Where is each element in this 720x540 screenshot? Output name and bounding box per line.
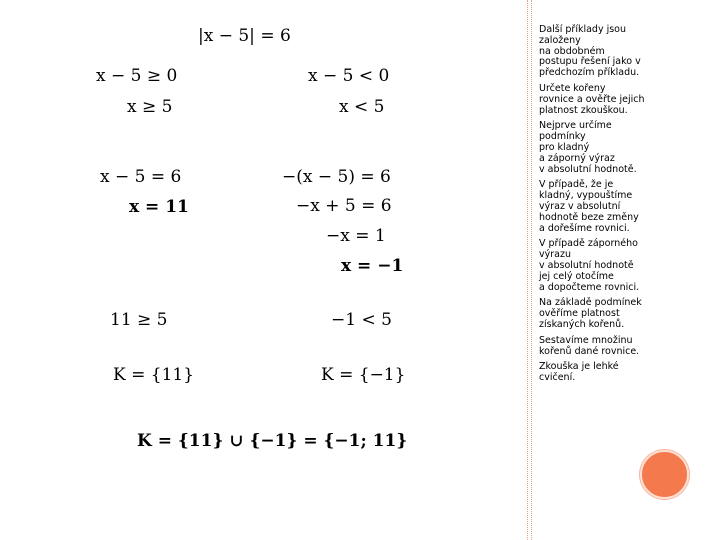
note-6: Na základě podmínek ověříme platnost získaných kořenů. <box>539 297 642 330</box>
note-4: V případě, že je kladný, vypouštíme výraz v absolutní hodnotě beze změny a dořešíme rovnici. <box>539 179 639 234</box>
notes-panel <box>539 25 651 389</box>
left-root-set: K = {11} <box>113 365 195 385</box>
left-domain: x ≥ 5 <box>127 97 173 117</box>
final-root-set: K = {11} ∪ {−1} = {−1; 11} <box>137 431 408 451</box>
right-solution: x = −1 <box>341 256 404 276</box>
right-condition: x − 5 < 0 <box>308 66 390 86</box>
right-step-2: −x = 1 <box>326 226 386 246</box>
note-3: Nejprve určíme podmínky pro kladný a záporný výraz v absolutní hodnotě. <box>539 120 637 175</box>
sidebar-rule-right <box>531 0 532 540</box>
note-2: Určete kořeny rovnice a ověřte jejich platnost zkouškou. <box>539 82 645 116</box>
sidebar-rule-left <box>527 0 528 540</box>
left-check: 11 ≥ 5 <box>110 310 168 330</box>
left-solution: x = 11 <box>129 197 189 217</box>
right-check: −1 < 5 <box>331 310 392 330</box>
note-5: V případě záporného výrazu v absolutní hodnotě jej celý otočíme a dopočteme rovnici. <box>539 238 640 293</box>
left-condition: x − 5 ≥ 0 <box>96 66 178 86</box>
right-equation: −(x − 5) = 6 <box>282 167 391 187</box>
left-equation: x − 5 = 6 <box>100 167 182 187</box>
right-step-1: −x + 5 = 6 <box>296 196 392 216</box>
note-8: Zkouška je lehké cvičení. <box>539 361 619 384</box>
main-equation: |x − 5| = 6 <box>198 26 291 46</box>
right-domain: x < 5 <box>339 97 385 117</box>
note-7: Sestavíme množinu kořenů dané rovnice. <box>539 334 640 357</box>
decorative-circle-icon <box>640 450 689 499</box>
right-root-set: K = {−1} <box>321 365 406 385</box>
note-1: Další příklady jsou založeny na obdobném postupu řešení jako v předchozím příkladu. <box>539 24 641 79</box>
